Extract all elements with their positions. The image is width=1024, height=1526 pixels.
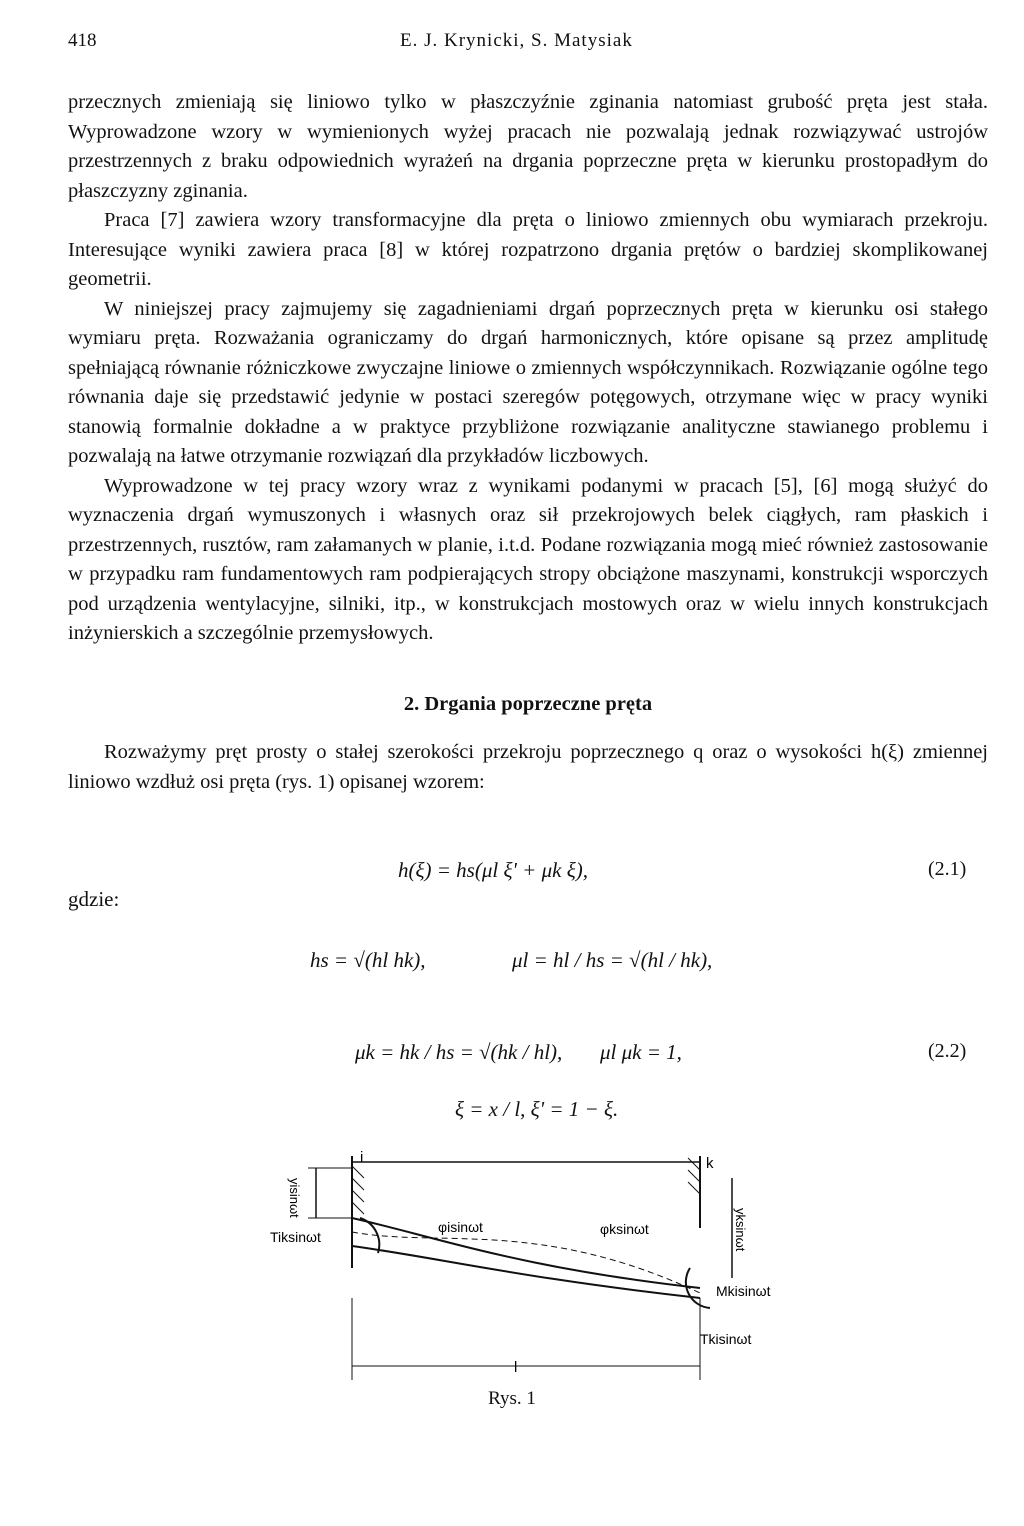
label-length: l (514, 1359, 518, 1376)
page-header (0, 30, 1024, 60)
equation-2-1: h(ξ) = hs(μl ξ' + μk ξ), (398, 858, 588, 882)
left-hatch (352, 1166, 364, 1214)
equation-xi: ξ = x / l, ξ' = 1 − ξ. (455, 1097, 619, 1121)
right-hatch (688, 1158, 700, 1194)
label-rot-right: φksinωt (600, 1221, 649, 1237)
label-right-force: Tkisinωt (700, 1331, 752, 1347)
paragraph: przecznych zmieniają się liniowo tylko w płaszczyźnie zginania natomiast grubość pręta jest stała. Wyprowadzone wzory w wymienionych wyżej pracach nie pozwalają jednak rozwiązywać ustrojów przestrzennych z braku odpowiednich wyrażeń na drgania poprzeczne pręta w kierunku prostopadłym do płaszczyzny zginania. (68, 91, 988, 202)
equation-number: (2.1) (928, 858, 967, 880)
label-right-moment: Mkisinωt (716, 1283, 771, 1299)
label-rot-left: φisinωt (438, 1219, 483, 1235)
article-body (68, 88, 988, 797)
equation-mu-l: μl = hl / hs = √(hl / hk), (512, 948, 713, 972)
beam-lower-edge (352, 1246, 700, 1298)
paragraph: Praca [7] zawiera wzory transformacyjne dla pręta o liniowo zmiennych obu wymiarach przekroju. Interesujące wyniki zawiera praca [8] w której rozpatrzono drgania prętów o bardziej skomplikowanej geometrii. (68, 209, 988, 290)
paragraph: W niniejszej pracy zajmujemy się zagadnieniami drgań poprzecznych pręta w kierunku osi stałego wymiaru pręta. Rozważania ograniczamy do drgań harmonicznych, które opisane są przez amplitudę spełniającą równanie różniczkowe zwyczajne liniowe o zmiennych współczynnikach. Rozwiązanie ogólne tego równania daje się przedstawić jedynie w postaci szeregów potęgowych, otrzymane więc w pracy wyniki stanowią formalnie dokładne a w praktyce przybliżone rozwiązanie analityczne stawianego problemu i pozwalają na łatwe otrzymanie rozwiązań dla przykładów liczbowych. (68, 297, 988, 467)
label-right-disp: yksinωt (733, 1208, 748, 1252)
label-left-force: Tiksinωt (270, 1229, 321, 1245)
beam-diagram (260, 1148, 820, 1388)
section-intro: Rozważymy pręt prosty o stałej szerokości przekroju poprzecznego q oraz o wysokości h(ξ) zmiennej liniowo wzdłuż osi pręta (rys. 1) opisanej wzorem: (68, 741, 988, 793)
equation-number: (2.2) (928, 1040, 967, 1062)
label-left-disp: yisinωt (287, 1178, 302, 1218)
running-head: E. J. Krynicki, S. Matysiak (400, 30, 633, 51)
paragraph: Wyprowadzone w tej pracy wzory wraz z wynikami podanymi w pracach [5], [6] mogą służyć do wyznaczenia drgań wymuszonych i własnych oraz sił przekrojowych belek ciągłych, ram płaskich i przestrzennych, rusztów, ram załamanych w planie, i.t.d. Podane rozwiązania mogą mieć również zastosowanie w przypadku ram fundamentowych ram podpierających stropy obciążone maszynami, konstrukcji wsporczych pod urządzenia wentylacyjne, silniki, itp., w konstrukcjach mostowych oraz w wielu innych konstrukcjach inżynierskich a szczególnie przemysłowych. (68, 474, 988, 644)
section-heading: 2. Drgania poprzeczne pręta (403, 692, 653, 715)
beam-axis (352, 1232, 700, 1293)
label-i: i (360, 1149, 364, 1166)
figure-caption: Rys. 1 (488, 1388, 536, 1409)
beam-figure (260, 1148, 820, 1388)
gdzie-label: gdzie: (68, 887, 120, 911)
equation-mu-k: μk = hk / hs = √(hk / hl), (355, 1040, 563, 1064)
page-number: 418 (68, 30, 97, 51)
label-k: k (706, 1155, 714, 1172)
equation-mu-product: μl μk = 1, (600, 1040, 682, 1064)
equation-hs: hs = √(hl hk), (310, 948, 426, 972)
